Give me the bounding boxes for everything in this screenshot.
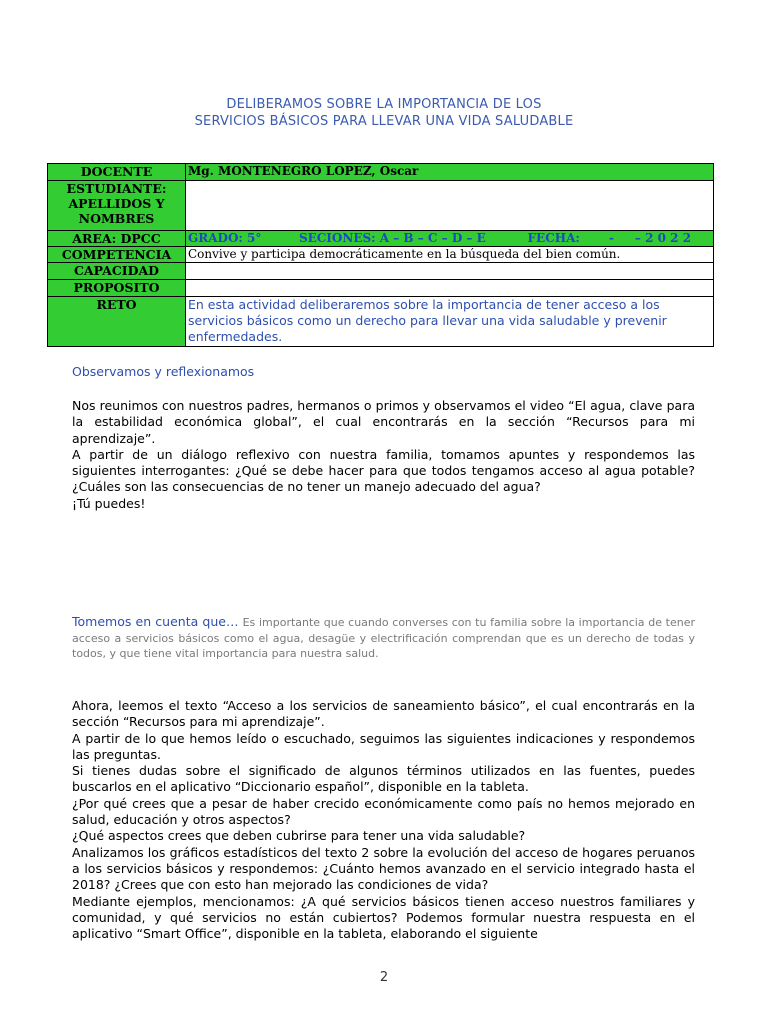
reto-value: En esta actividad deliberaremos sobre la importancia de tener acceso a los servicios básicos como un derecho para llevar una vida saludable y prevenir enfermedades. — [186, 297, 714, 347]
proposito-value[interactable] — [186, 280, 714, 297]
area-value-cell — [186, 231, 714, 247]
estudiante-label-1: ESTUDIANTE: — [66, 181, 167, 196]
docente-label: DOCENTE — [48, 164, 186, 181]
section-2-paragraph-7: Mediante ejemplos, mencionamos: ¿A qué servicios básicos tienen acceso nuestros familiares y comunidad, y qué servicios no están cubiertos? Podemos formular nuestra respuesta en el aplicativo “Smart Office”, disponible en la tableta, elaborando el siguiente — [72, 893, 695, 942]
tip-lead: Tomemos en cuenta que… — [72, 614, 243, 629]
section-2-paragraph-2: A partir de lo que hemos leído o escuchado, seguimos las siguientes indicaciones y respondemos las preguntas. — [72, 730, 695, 762]
section-2-body — [72, 698, 695, 942]
area-label: AREA: DPCC — [48, 231, 186, 247]
tip-text: Es importante que cuando converses con tu familia sobre la importancia de tener acceso a servicios básicos como el agua, desagüe y electrificación comprendan que es un derecho de todas y todos, y que tiene vital importancia para nuestra salud. — [72, 616, 695, 660]
estudiante-label-2: APELLIDOS Y — [68, 196, 165, 211]
section-2-paragraph-1: Ahora, leemos el texto “Acceso a los servicios de saneamiento básico”, el cual encontrarás en la sección “Recursos para mi aprendizaje”. — [72, 698, 695, 730]
row-competencia — [48, 247, 714, 263]
section-heading: Observamos y reflexionamos — [72, 364, 255, 379]
document-title — [0, 96, 768, 130]
tip-note — [72, 614, 695, 662]
section-2-paragraph-5: ¿Qué aspectos crees que deben cubrirse para tener una vida saludable? — [72, 828, 526, 844]
competencia-value: Convive y participa democráticamente en la búsqueda del bien común. — [186, 247, 714, 263]
estudiante-label — [48, 181, 186, 231]
grado-secciones-fecha: GRADO: 5° SECIONES: A – B – C – D – E FECHA: - – 2 0 2 2 — [188, 231, 692, 245]
docente-value: Mg. MONTENEGRO LOPEZ, Oscar — [186, 164, 714, 181]
row-capacidad — [48, 263, 714, 280]
section-1-body — [72, 398, 695, 512]
section-2-paragraph-6: Analizamos los gráficos estadísticos del texto 2 sobre la evolución del acceso de hogares peruanos a los servicios básicos y respondemos: ¿Cuánto hemos avanzado en el servicio integrado hasta el 2018? ¿Crees que con esto han mejorado las condiciones de vida? — [72, 844, 695, 893]
row-reto — [48, 297, 714, 347]
proposito-label: PROPOSITO — [48, 280, 186, 297]
row-estudiante — [48, 181, 714, 231]
row-docente — [48, 164, 714, 181]
section-1-paragraph-3: ¡Tú puedes! — [72, 495, 146, 511]
page-number: 2 — [379, 970, 389, 985]
capacidad-label: CAPACIDAD — [48, 263, 186, 280]
section-2-paragraph-3: Si tienes dudas sobre el significado de algunos términos utilizados en las fuentes, puedes buscarlos en el aplicativo “Diccionario español”, disponible en la tableta. — [72, 763, 695, 795]
title-line-1: DELIBERAMOS SOBRE LA IMPORTANCIA DE LOS — [226, 97, 542, 112]
estudiante-value[interactable] — [186, 181, 714, 231]
row-proposito — [48, 280, 714, 297]
section-2-paragraph-4: ¿Por qué crees que a pesar de haber crecido económicamente como país no hemos mejorado en salud, educación y otros aspectos? — [72, 795, 695, 828]
estudiante-label-3: NOMBRES — [78, 211, 155, 226]
row-area — [48, 231, 714, 247]
info-table — [47, 163, 714, 347]
section-1-paragraph-1: Nos reunimos con nuestros padres, hermanos o primos y observamos el video “El agua, clave para la estabilidad económica global”, el cual encontrarás en la sección “Recursos para mi aprendizaje”. — [72, 398, 695, 446]
capacidad-value[interactable] — [186, 263, 714, 280]
section-1-paragraph-2: A partir de un diálogo reflexivo con nuestra familia, tomamos apuntes y respondemos las siguientes interrogantes: ¿Qué se debe hacer para que todos tengamos acceso al agua potable? ¿Cuáles son las consecuencias de no tener un manejo adecuado del agua? — [72, 446, 695, 495]
competencia-label: COMPETENCIA — [48, 247, 186, 263]
reto-label: RETO — [48, 297, 186, 347]
title-line-2: SERVICIOS BÁSICOS PARA LLEVAR UNA VIDA SALUDABLE — [194, 114, 574, 129]
